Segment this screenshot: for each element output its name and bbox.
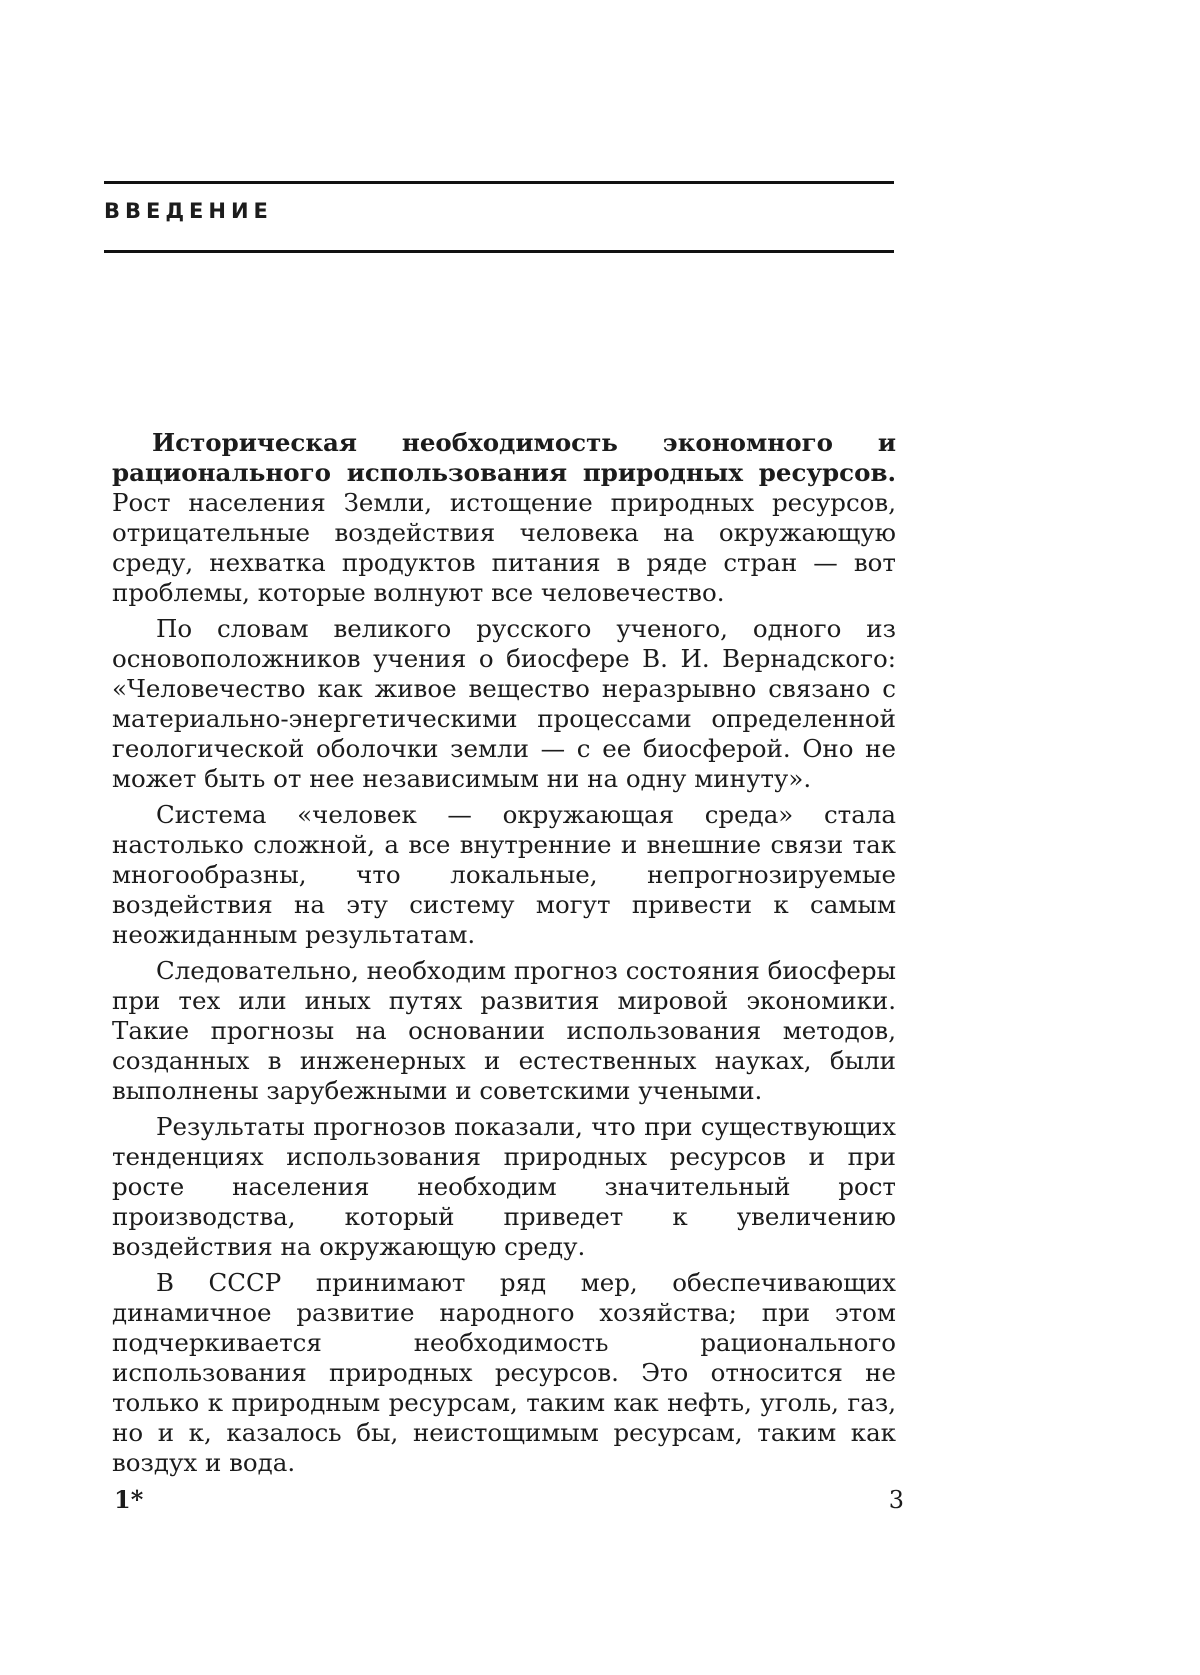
- lead-heading: Историческая необходимость экономного и рационального использования природных ресурсов.: [112, 428, 896, 487]
- page-number: 3: [888, 1486, 904, 1514]
- paragraph-biosphere-forecast: Следовательно, необходим прогноз состояния биосферы при тех или иных путях развития мировой экономики. Такие прогнозы на основании использования методов, созданных в инженерных и естественных науках, были выполнены зарубежными и советскими учеными.: [112, 956, 896, 1105]
- section-top-rule: [104, 181, 894, 184]
- paragraph-lead: [112, 428, 896, 608]
- section-title: ВВЕДЕНИЕ: [104, 199, 273, 223]
- body-text: [112, 428, 896, 1484]
- signature-mark: 1*: [114, 1485, 144, 1514]
- paragraph-forecast-results: Результаты прогнозов показали, что при существующих тенденциях использования природных ресурсов и при росте населения необходим значительный рост производства, который приведет к увеличению воздействия на окружающую среду.: [112, 1112, 896, 1261]
- section-bottom-rule: [104, 250, 894, 253]
- paragraph-human-environment-system: Система «человек — окружающая среда» стала настолько сложной, а все внутренние и внешние связи так многообразны, что локальные, непрогнозируемые воздействия на эту систему могут привести к самым неожиданным результатам.: [112, 800, 896, 949]
- lead-text: Рост населения Земли, истощение природных ресурсов, отрицательные воздействия человека на окружающую среду, нехватка продуктов питания в ряде стран — вот проблемы, которые волнуют все человечество.: [112, 488, 896, 607]
- paragraph-vernadsky-quote: По словам великого русского ученого, одного из основоположников учения о биосфере В. И. Вернадского: «Человечество как живое вещество неразрывно связано с материально-энергетическими процессами определенной геологической оболочки земли — с ее биосферой. Оно не может быть от нее независимым ни на одну минуту».: [112, 614, 896, 793]
- paragraph-ussr-measures: В СССР принимают ряд мер, обеспечивающих динамичное развитие народного хозяйства; при этом подчеркивается необходимость рационального использования природных ресурсов. Это относится не только к природным ресурсам, таким как нефть, уголь, газ, но и к, казалось бы, неистощимым ресурсам, таким как воздух и вода.: [112, 1268, 896, 1477]
